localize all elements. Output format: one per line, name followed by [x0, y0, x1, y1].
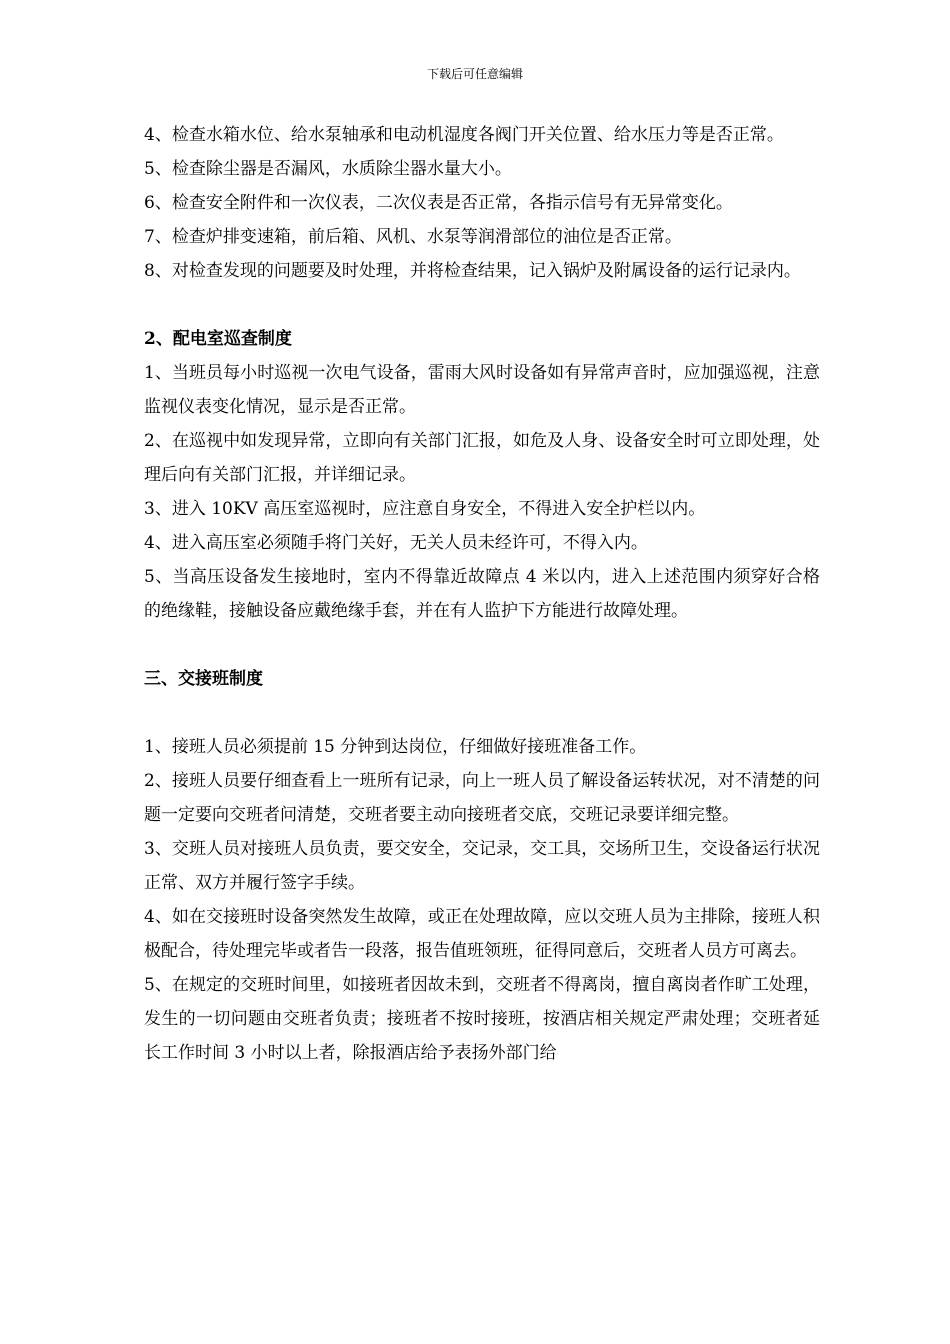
section-heading-distribution-room: 2、配电室巡查制度 — [144, 329, 292, 349]
list-item: 6、检查安全附件和一次仪表，二次仪表是否正常，各指示信号有无异常变化。 — [144, 193, 733, 213]
list-item: 2、在巡视中如发现异常，立即向有关部门汇报，如危及人身、设备安全时可立即处理，处理后向有关部门汇报，并详细记录。 — [144, 431, 820, 485]
section-gap — [144, 628, 820, 662]
list-item: 5、在规定的交班时间里，如接班者因故未到，交班者不得离岗，擅自离岗者作旷工处理，发生的一切问题由交班者负责；接班者不按时接班，按酒店相关规定严肃处理；交班者延长工作时间 3 小时以上者，除报酒店给予表扬外部门给 — [144, 975, 820, 1063]
list-item: 7、检查炉排变速箱，前后箱、风机、水泵等润滑部位的油位是否正常。 — [144, 227, 682, 247]
list-item: 4、如在交接班时设备突然发生故障，或正在处理故障，应以交班人员为主排除，接班人积极配合，待处理完毕或者告一段落，报告值班领班，征得同意后，交班者人员方可离去。 — [144, 907, 820, 961]
section-gap — [144, 288, 820, 322]
list-item: 3、进入 10KV 高压室巡视时，应注意自身安全，不得进入安全护栏以内。 — [144, 499, 706, 519]
list-item: 4、进入高压室必须随手将门关好，无关人员未经许可，不得入内。 — [144, 533, 648, 553]
list-item: 1、接班人员必须提前 15 分钟到达岗位，仔细做好接班准备工作。 — [144, 737, 647, 757]
document-body — [144, 118, 820, 1070]
list-item: 2、接班人员要仔细查看上一班所有记录，向上一班人员了解设备运转状况，对不清楚的问题一定要向交班者问清楚，交班者要主动向接班者交底，交班记录要详细完整。 — [144, 771, 820, 825]
list-item: 5、检查除尘器是否漏风，水质除尘器水量大小。 — [144, 159, 512, 179]
list-item: 5、当高压设备发生接地时，室内不得靠近故障点 4 米以内，进入上述范围内须穿好合格的绝缘鞋，接触设备应戴绝缘手套，并在有人监护下方能进行故障处理。 — [144, 567, 820, 621]
list-item: 4、检查水箱水位、给水泵轴承和电动机湿度各阀门开关位置、给水压力等是否正常。 — [144, 125, 784, 145]
page-header-note: 下载后可任意编辑 — [426, 67, 523, 81]
section-heading-shift-handover: 三、交接班制度 — [144, 669, 263, 689]
section-gap — [144, 696, 820, 730]
list-item: 3、交班人员对接班人员负责，要交安全，交记录，交工具，交场所卫生，交设备运行状况正常、双方并履行签字手续。 — [144, 839, 820, 893]
list-item: 8、对检查发现的问题要及时处理，并将检查结果，记入锅炉及附属设备的运行记录内。 — [144, 261, 801, 281]
list-item: 1、当班员每小时巡视一次电气设备，雷雨大风时设备如有异常声音时，应加强巡视，注意监视仪表变化情况，显示是否正常。 — [144, 363, 820, 417]
